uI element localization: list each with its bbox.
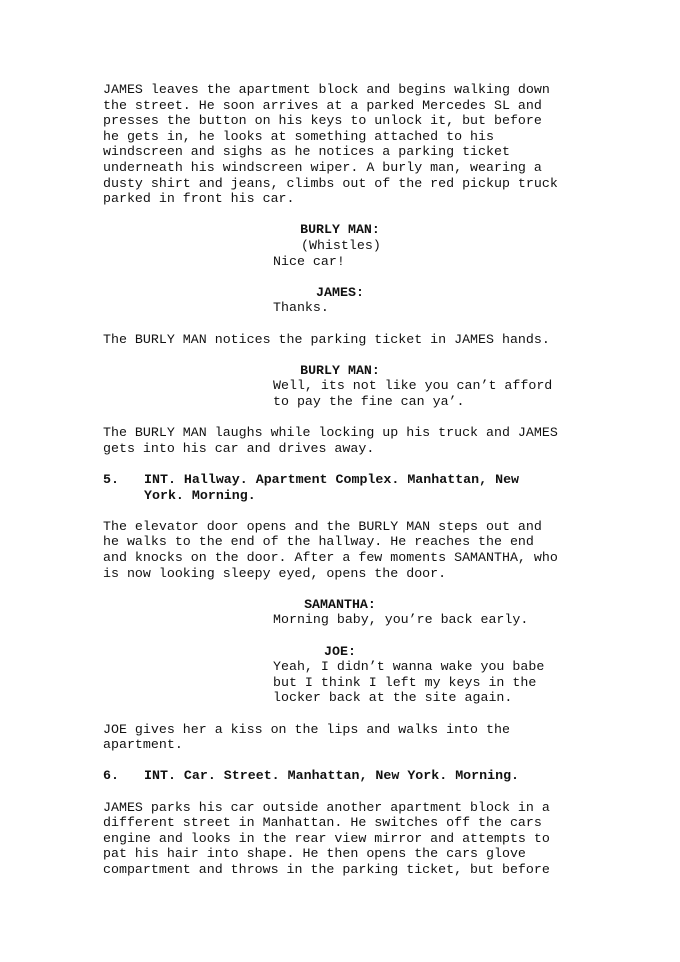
- dialogue-line: Nice car!: [273, 253, 345, 269]
- action-line: compartment and throws in the parking ticket, but before: [103, 862, 550, 877]
- character-name: JOE:: [324, 643, 356, 659]
- action-line: underneath his windscreen wiper. A burly man, wearing a: [103, 160, 542, 175]
- action-line: pat his hair into shape. He then opens the cars glove: [103, 846, 526, 862]
- action-line: The BURLY MAN laughs while locking up his truck and JAMES: [103, 425, 558, 441]
- dialogue-line: Thanks.: [273, 300, 329, 316]
- action-line: JOE gives her a kiss on the lips and walks into the: [103, 721, 510, 737]
- scene-heading-line: York. Morning.: [144, 487, 256, 503]
- parenthetical: (Whistles): [301, 238, 381, 253]
- character-name: BURLY MAN:: [300, 222, 380, 238]
- action-line: JAMES parks his car outside another apartment block in a: [103, 799, 550, 815]
- action-line: apartment.: [103, 737, 183, 753]
- character-name: SAMANTHA:: [304, 596, 376, 612]
- character-cue-row: [0, 222, 680, 238]
- dialogue-line: Yeah, I didn’t wanna wake you babe: [273, 659, 545, 675]
- action-line: The elevator door opens and the BURLY MAN steps out and: [103, 518, 542, 534]
- dialogue-line: Morning baby, you’re back early.: [273, 612, 529, 628]
- action-line: engine and looks in the rear view mirror and attempts to: [103, 830, 550, 846]
- action-line: dusty shirt and jeans, climbs out of the red pickup truck: [103, 175, 558, 191]
- action-line: he gets in, he looks at something attached to his: [103, 128, 494, 144]
- action-line: is now looking sleepy eyed, opens the door.: [103, 565, 447, 581]
- action-line: presses the button on his keys to unlock it, but before: [103, 113, 542, 129]
- action-line: different street in Manhattan. He switches off the cars: [103, 815, 542, 831]
- action-line: The BURLY MAN notices the parking ticket in JAMES hands.: [103, 331, 550, 347]
- scene-heading-line: INT. Hallway. Apartment Complex. Manhattan, New: [144, 472, 520, 487]
- action-line: the street. He soon arrives at a parked Mercedes SL and: [103, 97, 542, 113]
- action-line: parked in front his car.: [103, 191, 295, 207]
- scene-number: 6.: [103, 768, 119, 784]
- character-name: JAMES:: [316, 284, 364, 300]
- action-line: JAMES leaves the apartment block and begins walking down: [103, 82, 550, 97]
- action-line: and knocks on the door. After a few moments SAMANTHA, who: [103, 550, 558, 565]
- dialogue-line: locker back at the site again.: [273, 690, 513, 706]
- action-line: gets into his car and drives away.: [103, 440, 375, 456]
- character-cue-row: [0, 597, 680, 613]
- dialogue-line: to pay the fine can ya’.: [273, 394, 465, 409]
- character-cue-row: [0, 363, 680, 379]
- scene-heading-line: INT. Car. Street. Manhattan, New York. Morning.: [144, 768, 520, 784]
- character-cue-row: [0, 285, 680, 301]
- scene-number: 5.: [103, 472, 119, 487]
- action-line: windscreen and sighs as he notices a parking ticket: [103, 144, 510, 160]
- character-cue-row: [0, 644, 680, 660]
- action-line: he walks to the end of the hallway. He reaches the end: [103, 534, 534, 550]
- character-name: BURLY MAN:: [300, 362, 380, 378]
- dialogue-line: but I think I left my keys in the: [273, 674, 537, 690]
- dialogue-line: Well, its not like you can’t afford: [273, 378, 553, 394]
